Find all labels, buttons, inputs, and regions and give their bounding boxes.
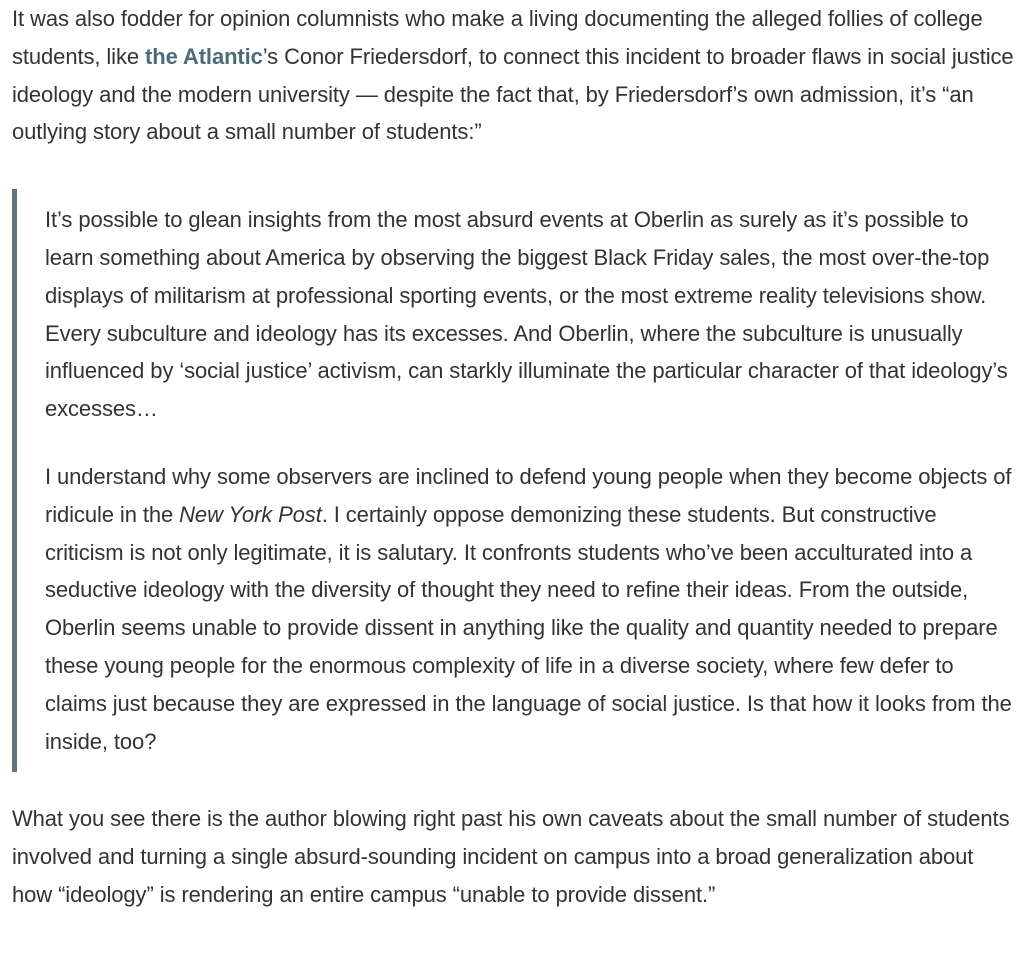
- the-atlantic-link[interactable]: the Atlantic: [145, 43, 263, 69]
- quote-paragraph-1: It’s possible to glean insights from the most absurd events at Oberlin as surely as it’s possible to learn something about America by observing the biggest Black Friday sales, the most over-the-top displays of militarism at professional sporting events, or the most extreme reality televisions show. Every subculture and ideology has its excesses. And Oberlin, where the subculture is unusually influenced by ‘social justice’ activism, can starkly illuminate the particular character of that ideology’s excesses…: [45, 207, 1008, 422]
- intro-paragraph: [12, 0, 1016, 151]
- outro-paragraph: What you see there is the author blowing right past his own caveats about the small number of students involved and turning a single absurd-sounding incident on campus into a broad generalization about how “ideology” is rendering an entire campus “unable to provide dissent.”: [12, 806, 1010, 907]
- blockquote: [12, 189, 1016, 772]
- quote-paragraph-2-after: . I certainly oppose demonizing these students. But constructive criticism is not only legitimate, it is salutary. It confronts students who’ve been acculturated into a seductive ideology with the diversity of thought they need to refine their ideas. From the outside, Oberlin seems unable to provide dissent in anything like the quality and quantity needed to prepare these young people for the enormous complexity of life in a diverse society, where few defer to claims just because they are expressed in the language of social justice. Is that how it looks from the inside, too?: [45, 501, 1012, 754]
- quote-paragraph-2-before: I understand why some observers are inclined to defend young people when they become objects of ridicule in the: [45, 463, 1012, 527]
- intro-text-after-link: ’s Conor Friedersdorf, to connect this incident to broader flaws in social justice ideology and the modern university — despite the fact that, by Friedersdorf’s own admission, it’s “an outlying story about a small number of students:”: [12, 43, 1014, 145]
- new-york-post-emphasis: New York Post: [179, 501, 322, 527]
- quote-paragraph-2: [45, 458, 1016, 760]
- intro-text-before-link: It was also fodder for opinion columnists who make a living documenting the alleged follies of college students, like: [12, 6, 983, 69]
